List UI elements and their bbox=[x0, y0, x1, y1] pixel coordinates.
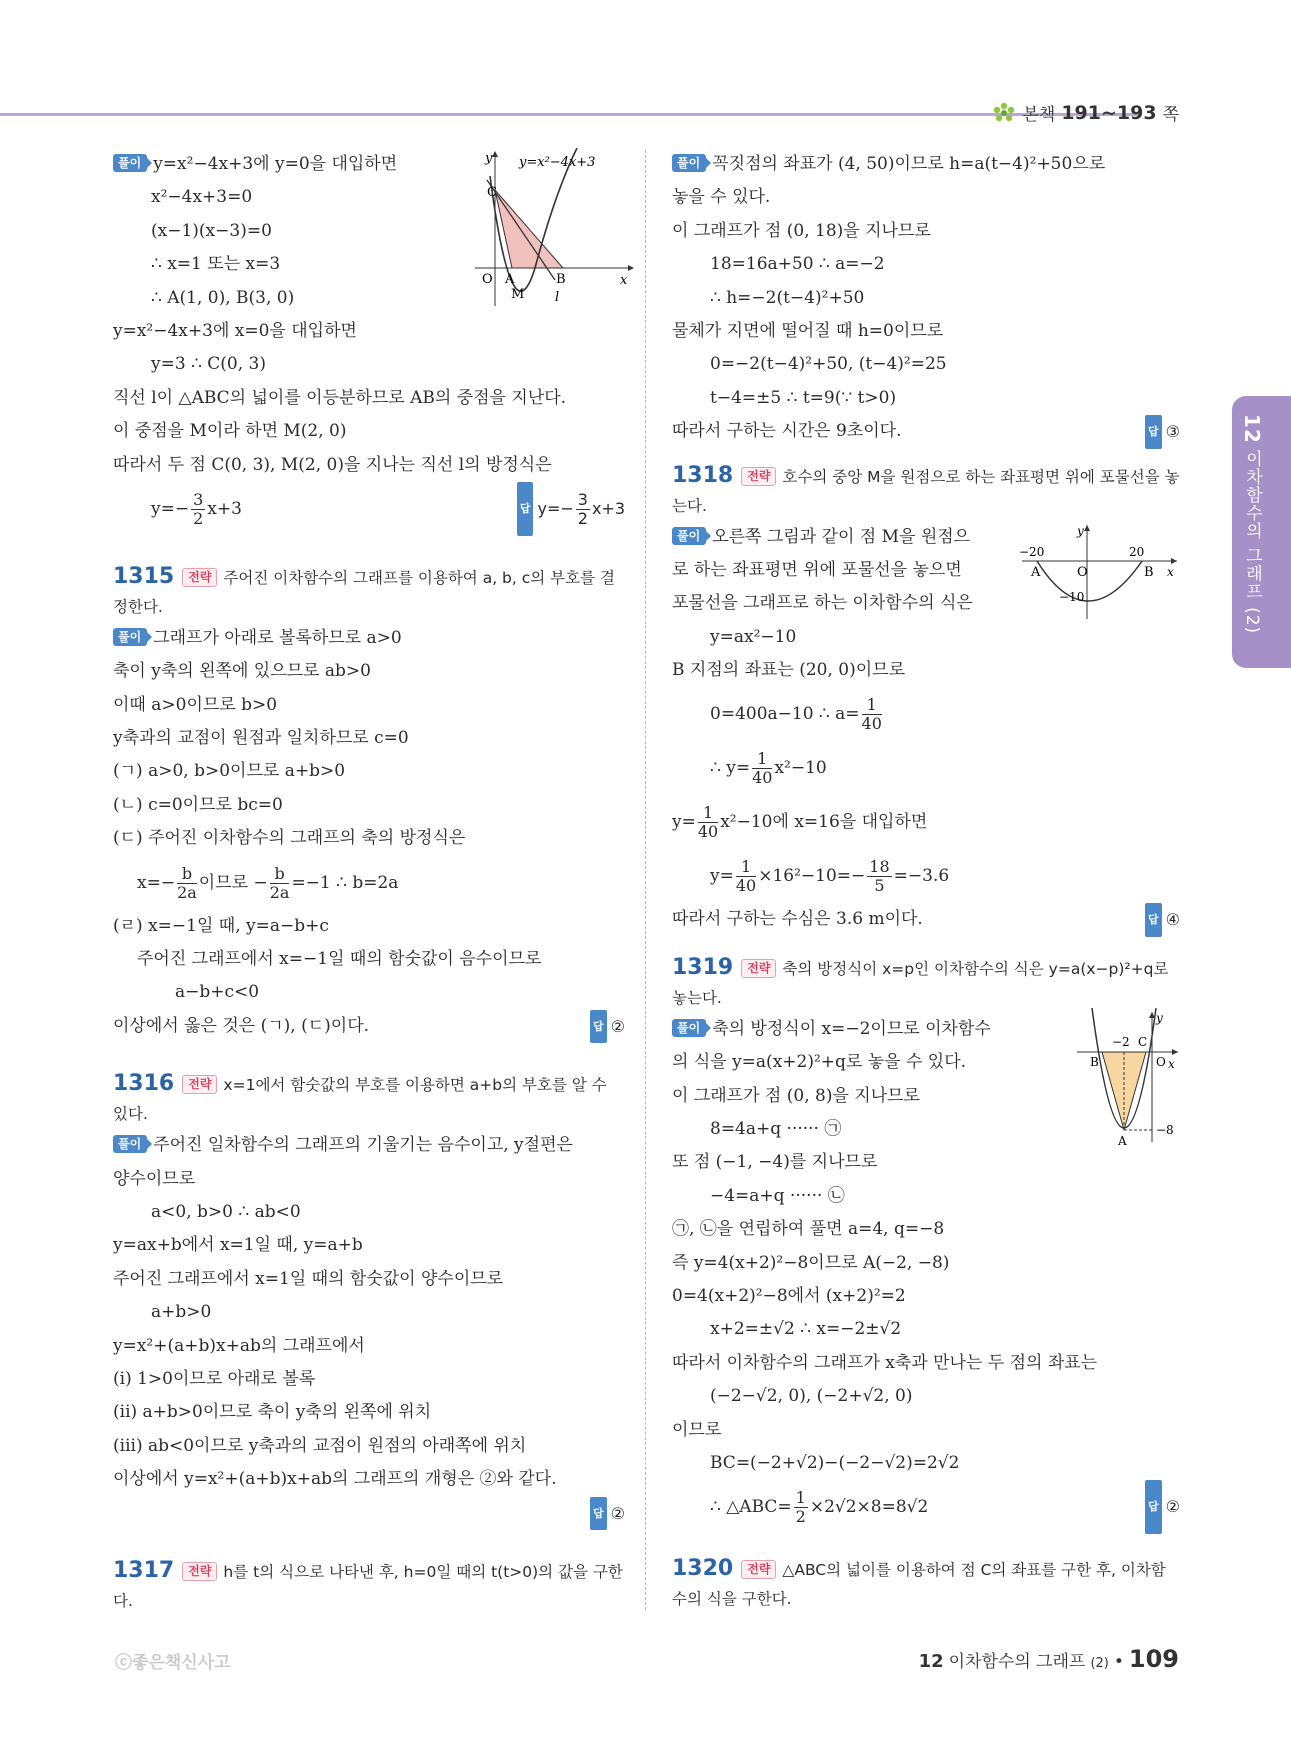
side-tab-number: 12 bbox=[1240, 414, 1264, 444]
flower-dots-icon bbox=[992, 102, 1016, 124]
sol-line: 직선 l이 △ABC의 넓이를 이등분하므로 AB의 중점을 지난다. bbox=[113, 387, 567, 408]
sol-line: (x−1)(x−3)=0 bbox=[151, 220, 272, 241]
footer-chapter: 12 bbox=[918, 1651, 944, 1672]
svg-text:−10: −10 bbox=[1059, 589, 1085, 604]
strategy-tag: 전략 bbox=[741, 1560, 776, 1579]
svg-text:A: A bbox=[505, 272, 515, 287]
problem-1317 bbox=[113, 1556, 625, 1616]
sol-tag: 풀이 bbox=[113, 1135, 147, 1153]
answer-1314: 답 y=− $\frac{3}{2}$ x+3 bbox=[517, 482, 625, 536]
sol-final-eq: y=− $\frac{3}{2}$ x+3 답 y=− $\frac{3}{2}$ x+3 bbox=[113, 482, 625, 536]
svg-text:A: A bbox=[1118, 1133, 1127, 1148]
svg-text:B: B bbox=[1090, 1054, 1099, 1069]
problem-1316: 1316 전략 x=1에서 함숫값의 부호를 이용하면 a+b의 부호를 알 수 있다. 풀이 주어진 일차함수의 그래프의 기울기는 음수이고, y절편은 양수이므로 a<0, b>0 ∴ ab<0 y=ax+b에서 x=1일 때, y=a+b 주어진 그래프에서 x=1일 때의 함숫값이 양수이므로 a+b>0 y=x²+(a+b)x+ab의 그래프에서 (i) 1>0이므로 아래로 볼록 (ii) a+b>0이므로 축이 y축의 왼쪽에 위치 (iii) ab<0이므로 y축과의 교점이 원점의 아래쪽에 위치 이상에서 y=x²+(a+b)x+ab의 그래프의 개형은 ②와 같다. 답 ② bbox=[113, 1069, 625, 1530]
svg-text:M: M bbox=[511, 287, 525, 302]
page-footer bbox=[919, 1645, 1179, 1673]
strategy-text: △ABC의 넓이를 이용하여 점 C의 좌표를 구한 후, 이차함수의 식을 구한다. bbox=[672, 1561, 1166, 1609]
strategy-tag: 전략 bbox=[182, 1562, 217, 1581]
strategy-tag: 전략 bbox=[182, 1075, 217, 1094]
sol-line: ∴ A(1, 0), B(3, 0) bbox=[151, 287, 295, 308]
side-tab-part: (2) bbox=[1242, 607, 1262, 635]
svg-text:20: 20 bbox=[1129, 544, 1145, 559]
problem-number: 1315 bbox=[113, 563, 175, 589]
label-C: C bbox=[487, 185, 497, 200]
answer-1315: 답 ② bbox=[590, 1010, 625, 1043]
page-reference bbox=[992, 100, 1179, 125]
problem-number: 1318 bbox=[672, 462, 734, 488]
header-rule bbox=[0, 113, 1140, 116]
problem-number: 1316 bbox=[113, 1071, 175, 1097]
axis-equation: x=− $\frac{b}{2a}$ 이므로 − $\frac{b}{2a}$ =−1 ∴ b=2a bbox=[137, 863, 399, 902]
sol-line: ∴ x=1 또는 x=3 bbox=[151, 254, 281, 275]
problem-number: 1319 bbox=[672, 954, 734, 980]
right-column: 풀이 꼭짓점의 좌표가 (4, 50)이므로 h=a(t−4)²+50으로 놓을 수 있다. 이 그래프가 점 (0, 18)을 지나므로 18=16a+50 ∴ a=−2 ∴ h=−2(t−4)²+50 물체가 지면에 떨어질 때 h=0이므로 0=−2(t−4)²+50, (t−4)²=25 t−4=±5 ∴ t=9(∵ t>0) 따라서 구하는 시간은 9초이다. 답 ③ 1318 전략 호수의 중앙 M을 원점으로 하는 좌표평면 위에 포물선을 놓는다. y x −20 20 A O B −10 풀이 오른쪽 그림과 같이 점 M을 원점으 로 하는 좌표평면 위에 포물선을 놓으면 포물선을 그래프로 하는 이차함수의 식은 y=ax²−10 B 지점의 좌표는 (20, 0)이므로 0=400a−10 ∴ a= $\frac{1}{40}$ ∴ y= $\frac{1}{40}$ x²−10 y= $\frac{1}{40}$ x²−10에 x=16을 대입하면 y= $\frac{1}{40}$ ×16²−10=− $\frac{18}{5}$ =−3.6 따라서 구하는 수심은 3.6 m이다. 답 ④ 1319 전략 축의 방정식이 x=p인 이차함수의 식은 y=a(x−p)²+q로 놓는다. y x −2 C B O −8 A 풀이 축의 방정식이 x=−2이므로 이차함수 의 식을 y=a(x+2)²+q로 놓을 수 있다. 이 그래프가 점 (0, 8)을 지나므로 8=4a+q ······ ㉠ 또 점 (−1, −4)를 지나므로 −4=a+q ······ ㉡ ㉠, ㉡을 연립하여 풀면 a=4, q=−8 즉 y=4(x+2)²−8이므로 A(−2, −8) 0=4(x+2)²−8에서 (x+2)²=2 x+2=±√2 ∴ x=−2±√2 따라서 이차함수의 그래프가 x축과 만나는 두 점의 좌표는 (−2−√2, 0), (−2+√2, 0) 이므로 BC=(−2+√2)−(−2−√2)=2√2 ∴ △ABC= $\frac{1}{2}$ ×2√2×8=8√2 답 ② 1320 전략 △ABC의 넓이를 이용하여 점 C의 좌표를 구한 후, 이차함수의 식을 구한다. bbox=[672, 148, 1180, 1614]
sol-line: 이 중점을 M이라 하면 M(2, 0) bbox=[113, 421, 347, 442]
chapter-side-tab[interactable] bbox=[1232, 396, 1291, 668]
problem-1318: 1318 전략 호수의 중앙 M을 원점으로 하는 좌표평면 위에 포물선을 놓는다. y x −20 20 A O B −10 풀이 오른쪽 그림과 같이 점 M을 원점으 로 하는 좌표평면 위에 포물선을 놓으면 포물선을 그래프로 하는 이차함수의 식은 y=ax²−10 B 지점의 좌표는 (20, 0)이므로 0=400a−10 ∴ a= $\frac{1}{40}$ ∴ y= $\frac{1}{40}$ x²−10 y= $\frac{1}{40}$ x²−10에 x=16을 대입하면 y= $\frac{1}{40}$ ×16²−10=− $\frac{18}{5}$ =−3.6 따라서 구하는 수심은 3.6 m이다. 답 ④ bbox=[672, 461, 1180, 937]
problem-1319: 1319 전략 축의 방정식이 x=p인 이차함수의 식은 y=a(x−p)²+q로 놓는다. y x −2 C B O −8 A 풀이 축의 방정식이 x=−2이므로 이차함수 의 식을 y=a(x+2)²+q로 놓을 수 있다. 이 그래프가 점 (0, 8)을 지나므로 8=4a+q ······ ㉠ 또 점 (−1, −4)를 지나므로 −4=a+q ······ ㉡ ㉠, ㉡을 연립하여 풀면 a=4, q=−8 즉 y=4(x+2)²−8이므로 A(−2, −8) 0=4(x+2)²−8에서 (x+2)²=2 x+2=±√2 ∴ x=−2±√2 따라서 이차함수의 그래프가 x축과 만나는 두 점의 좌표는 (−2−√2, 0), (−2+√2, 0) 이므로 BC=(−2+√2)−(−2−√2)=2√2 ∴ △ABC= $\frac{1}{2}$ ×2√2×8=8√2 답 ② bbox=[672, 953, 1180, 1534]
sol-line: x²−4x+3=0 bbox=[151, 187, 253, 208]
answer-1318: 답 ④ bbox=[1145, 903, 1180, 936]
strategy-tag: 전략 bbox=[741, 467, 776, 486]
svg-text:−2: −2 bbox=[1112, 1034, 1130, 1049]
footer-part: (2) bbox=[1090, 1656, 1109, 1671]
svg-text:x: x bbox=[620, 273, 628, 288]
svg-text:−8: −8 bbox=[1156, 1122, 1174, 1137]
sol-line: y=x²−4x+3에 x=0을 대입하면 bbox=[113, 320, 357, 341]
sol-line: 따라서 두 점 C(0, 3), M(2, 0)을 지나는 직선 l의 방정식은 bbox=[113, 454, 552, 475]
svg-text:y: y bbox=[1077, 523, 1084, 538]
sol-tag: 풀이 bbox=[672, 527, 706, 545]
sol-tag: 풀이 bbox=[672, 154, 706, 172]
sol-tag: 풀이 bbox=[672, 1019, 706, 1037]
answer-1316: 답 ② bbox=[590, 1497, 625, 1530]
svg-text:B: B bbox=[556, 272, 566, 287]
problem-number: 1320 bbox=[672, 1556, 734, 1582]
sol-tag: 풀이 bbox=[113, 628, 147, 646]
strategy-text: 주어진 이차함수의 그래프를 이용하여 a, b, c의 부호를 결정한다. bbox=[113, 568, 615, 616]
strategy-text: h를 t의 식으로 나타낸 후, h=0일 때의 t(t>0)의 값을 구한다. bbox=[113, 1562, 623, 1610]
svg-text:−20: −20 bbox=[1019, 544, 1045, 559]
sol-line: y=x²−4x+3에 y=0을 대입하면 bbox=[153, 154, 398, 174]
svg-text:y: y bbox=[485, 151, 493, 166]
strategy-text: x=1에서 함숫값의 부호를 이용하면 a+b의 부호를 알 수 있다. bbox=[113, 1076, 607, 1124]
strategy-tag: 전략 bbox=[182, 568, 217, 587]
curve-label-1314: y=x²−4x+3 bbox=[519, 155, 596, 170]
footer-title: 이차함수의 그래프 bbox=[948, 1652, 1086, 1672]
svg-text:O: O bbox=[482, 272, 493, 287]
svg-text:C: C bbox=[1138, 1034, 1148, 1049]
page-ref-prefix: 본책 bbox=[1022, 105, 1056, 125]
publisher-mark: ⓒ좋은책신사고 bbox=[115, 1653, 231, 1673]
svg-text:x: x bbox=[1168, 1056, 1175, 1071]
svg-text:A: A bbox=[1031, 564, 1041, 580]
side-tab-title: 이차함수의 그래프 bbox=[1242, 450, 1262, 601]
problem-1320 bbox=[672, 1554, 1180, 1614]
strategy-tag: 전략 bbox=[741, 959, 776, 978]
sol-line: y=3 ∴ C(0, 3) bbox=[151, 354, 266, 375]
page-number: 109 bbox=[1128, 1645, 1179, 1673]
page-ref-suffix: 쪽 bbox=[1162, 105, 1179, 125]
svg-text:B: B bbox=[1144, 564, 1154, 580]
svg-text:O: O bbox=[1077, 564, 1088, 580]
svg-text:x: x bbox=[1167, 564, 1174, 579]
footer-bullet: • bbox=[1113, 1652, 1124, 1672]
problem-1315: 1315 전략 주어진 이차함수의 그래프를 이용하여 a, b, c의 부호를 결정한다. 풀이 그래프가 아래로 볼록하므로 a>0 축이 y축의 왼쪽에 있으므로 ab>0 이때 a>0이므로 b>0 y축과의 교점이 원점과 일치하므로 c=0 (ㄱ) a>0, b>0이므로 a+b>0 (ㄴ) c=0이므로 bc=0 (ㄷ) 주어진 이차함수의 그래프의 축의 방정식은 x=− $\frac{b}{2a}$ 이므로 − $\frac{b}{2a}$ =−1 ∴ b=2a (ㄹ) x=−1일 때, y=a−b+c 주어진 그래프에서 x=−1일 때의 함숫값이 음수이므로 a−b+c<0 이상에서 옳은 것은 (ㄱ), (ㄷ)이다. 답 ② bbox=[113, 562, 625, 1043]
svg-text:y: y bbox=[1156, 1010, 1163, 1025]
problem-number: 1317 bbox=[113, 1557, 175, 1583]
answer-1317: 답 ③ bbox=[1145, 415, 1180, 448]
strategy-text: 축의 방정식이 x=p인 이차함수의 식은 y=a(x−p)²+q로 놓는다. bbox=[672, 959, 1169, 1007]
svg-text:O: O bbox=[1156, 1054, 1166, 1069]
left-column bbox=[113, 148, 628, 1616]
page-ref-pages: 191~193 bbox=[1061, 101, 1157, 124]
strategy-text: 호수의 중앙 M을 원점으로 하는 좌표평면 위에 포물선을 놓는다. bbox=[672, 467, 1180, 515]
answer-1319: 답 ② bbox=[1145, 1480, 1180, 1534]
sol-tag: 풀이 bbox=[113, 154, 147, 172]
column-divider bbox=[645, 150, 646, 1610]
svg-text:l: l bbox=[555, 290, 560, 305]
